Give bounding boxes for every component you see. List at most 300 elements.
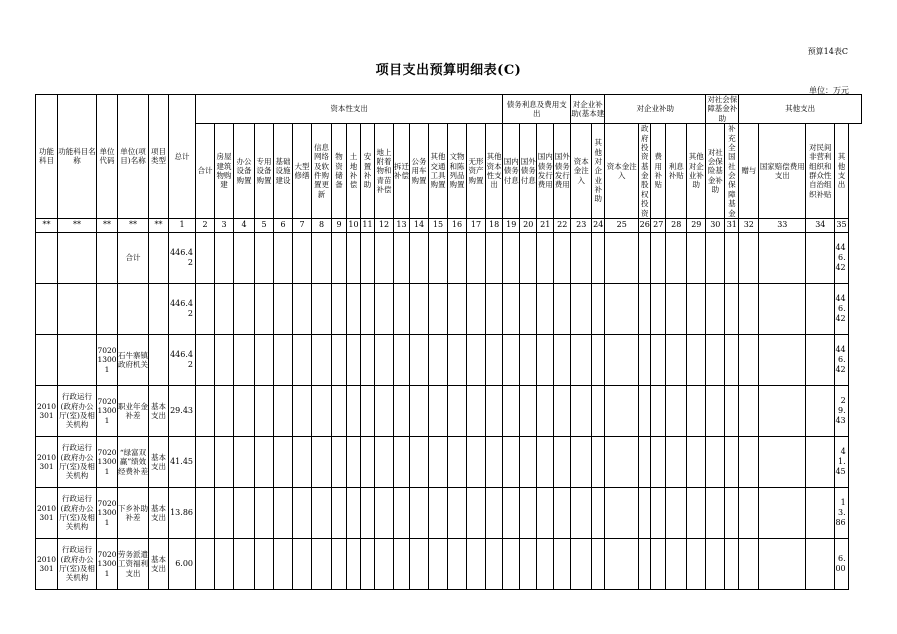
table-row: [36, 436, 862, 487]
empty-cell: [503, 334, 520, 385]
empty-cell: [448, 232, 467, 283]
marker-cell: **: [149, 218, 169, 232]
column-number: 6: [274, 218, 293, 232]
column-number: 7: [293, 218, 312, 232]
empty-cell: [215, 283, 234, 334]
empty-cell: [234, 334, 255, 385]
empty-cell: [332, 385, 347, 436]
empty-cell: [639, 232, 651, 283]
column-number: 2: [196, 218, 215, 232]
column-number: 33: [759, 218, 806, 232]
unit-name-cell: 下乡补助补差: [118, 487, 149, 538]
empty-cell: [537, 436, 554, 487]
empty-cell: [394, 385, 410, 436]
header-col: 土地补偿: [347, 124, 361, 219]
table-row: [36, 487, 862, 538]
empty-cell: [361, 538, 375, 589]
empty-cell: [739, 334, 759, 385]
func-name-cell: 行政运行(政府办公厅(室)及相关机构: [58, 487, 97, 538]
empty-cell: [806, 334, 835, 385]
header-col: 国内债务付息: [503, 124, 520, 219]
empty-cell: [255, 232, 274, 283]
column-number: 4: [234, 218, 255, 232]
func-code-cell: [36, 334, 58, 385]
header-func-code: 功能科目: [36, 95, 58, 219]
empty-cell: [312, 436, 332, 487]
empty-cell: [651, 538, 666, 589]
header-func-name: 功能科目名称: [58, 95, 97, 219]
empty-cell: [605, 538, 639, 589]
empty-cell: [448, 487, 467, 538]
header-col: 补充全国社会保障基金: [725, 124, 739, 219]
empty-cell: [467, 283, 486, 334]
empty-cell: [592, 538, 605, 589]
empty-cell: [429, 334, 448, 385]
empty-cell: [571, 232, 592, 283]
header-col: 其他支出: [835, 124, 848, 219]
empty-cell: [806, 283, 835, 334]
empty-cell: [429, 232, 448, 283]
empty-cell: [651, 436, 666, 487]
empty-cell: [486, 232, 503, 283]
empty-cell: [605, 334, 639, 385]
page-title: 项目支出预算明细表(C): [375, 63, 522, 78]
empty-cell: [467, 334, 486, 385]
empty-cell: [255, 334, 274, 385]
func-code-cell: 2010301: [36, 436, 58, 487]
unit-code-cell: 70201300 1: [97, 487, 118, 538]
empty-cell: [537, 334, 554, 385]
unit-label: 单位：万元: [809, 86, 849, 95]
marker-cell: **: [97, 218, 118, 232]
empty-cell: [592, 283, 605, 334]
func-name-cell: [58, 283, 97, 334]
empty-cell: [605, 487, 639, 538]
empty-cell: [503, 487, 520, 538]
empty-cell: [687, 232, 706, 283]
empty-cell: [347, 385, 361, 436]
unit-name-cell: 职业年金补差: [118, 385, 149, 436]
empty-cell: [554, 283, 571, 334]
empty-cell: [429, 436, 448, 487]
unit-name-cell: “绿富双赢”绩效经费补差: [118, 436, 149, 487]
column-number: 27: [651, 218, 666, 232]
header-col: 基础设施建设: [274, 124, 293, 219]
total-cell: 41.45: [169, 436, 196, 487]
header-col: 地上附着物和青苗补偿: [375, 124, 394, 219]
empty-cell: [332, 283, 347, 334]
empty-cell: [503, 283, 520, 334]
empty-cell: [375, 487, 394, 538]
column-number-row: [36, 218, 862, 232]
empty-cell: [293, 385, 312, 436]
empty-cell: [503, 436, 520, 487]
total-cell: 446.42: [169, 283, 196, 334]
column-number: 30: [706, 218, 725, 232]
header-col: 信息网络及软件购置更新: [312, 124, 332, 219]
column-number: 35: [835, 218, 848, 232]
empty-cell: [394, 436, 410, 487]
empty-cell: [347, 487, 361, 538]
column-number: 26: [639, 218, 651, 232]
empty-cell: [520, 334, 537, 385]
empty-cell: [571, 538, 592, 589]
empty-cell: [666, 283, 687, 334]
empty-cell: [651, 487, 666, 538]
empty-cell: [215, 538, 234, 589]
empty-cell: [639, 283, 651, 334]
empty-cell: [293, 334, 312, 385]
empty-cell: [361, 334, 375, 385]
empty-cell: [196, 232, 215, 283]
empty-cell: [725, 538, 739, 589]
empty-cell: [520, 436, 537, 487]
empty-cell: [687, 436, 706, 487]
column-number: 5: [255, 218, 274, 232]
empty-cell: [687, 385, 706, 436]
table-row: [36, 334, 862, 385]
empty-cell: [274, 487, 293, 538]
func-name-cell: [58, 232, 97, 283]
unit-name-cell: [118, 283, 149, 334]
empty-cell: [215, 385, 234, 436]
header-col: 利息补贴: [666, 124, 687, 219]
project-type-cell: [149, 283, 169, 334]
empty-cell: [486, 538, 503, 589]
empty-cell: [332, 538, 347, 589]
func-name-cell: 行政运行(政府办公厅(室)及相关机构: [58, 538, 97, 589]
column-number: 20: [520, 218, 537, 232]
table-row: [36, 283, 862, 334]
empty-cell: [332, 334, 347, 385]
group-other: 其他支出: [739, 95, 862, 124]
column-number: 21: [537, 218, 554, 232]
column-number: 14: [410, 218, 429, 232]
empty-cell: [486, 487, 503, 538]
empty-cell: [571, 334, 592, 385]
empty-cell: [361, 385, 375, 436]
other-expense-cell: 6.00: [835, 538, 848, 589]
column-number: 1: [169, 218, 196, 232]
empty-cell: [486, 436, 503, 487]
empty-cell: [503, 232, 520, 283]
empty-cell: [347, 232, 361, 283]
empty-cell: [196, 283, 215, 334]
empty-cell: [651, 385, 666, 436]
empty-cell: [196, 436, 215, 487]
column-number: 12: [375, 218, 394, 232]
empty-cell: [725, 487, 739, 538]
header-col: 赠与: [739, 124, 759, 219]
empty-cell: [806, 385, 835, 436]
empty-cell: [196, 487, 215, 538]
other-expense-cell: 29.43: [835, 385, 848, 436]
header-col: 国内债务发行费用: [537, 124, 554, 219]
empty-cell: [429, 487, 448, 538]
header-col: 其他对企业补助: [687, 124, 706, 219]
header-unit-name: 单位(项目)名称: [118, 95, 149, 219]
empty-cell: [312, 334, 332, 385]
empty-cell: [725, 283, 739, 334]
empty-cell: [312, 283, 332, 334]
func-name-cell: 行政运行(政府办公厅(室)及相关机构: [58, 436, 97, 487]
empty-cell: [234, 487, 255, 538]
column-number: 29: [687, 218, 706, 232]
empty-cell: [234, 538, 255, 589]
column-number: 16: [448, 218, 467, 232]
header-col: 拆迁补偿: [394, 124, 410, 219]
form-number: 预算14表C: [807, 47, 848, 56]
header-col: 无形资产购置: [467, 124, 486, 219]
empty-cell: [537, 487, 554, 538]
empty-cell: [234, 283, 255, 334]
empty-cell: [503, 538, 520, 589]
empty-cell: [639, 538, 651, 589]
empty-cell: [666, 385, 687, 436]
column-number: 9: [332, 218, 347, 232]
empty-cell: [467, 232, 486, 283]
empty-cell: [571, 487, 592, 538]
empty-cell: [234, 385, 255, 436]
empty-cell: [520, 538, 537, 589]
empty-cell: [255, 487, 274, 538]
empty-cell: [347, 436, 361, 487]
header-col: 资本金注入: [571, 124, 592, 219]
empty-cell: [429, 538, 448, 589]
empty-cell: [448, 385, 467, 436]
func-name-cell: [58, 334, 97, 385]
empty-cell: [651, 334, 666, 385]
header-col: 其他对企业补助: [592, 124, 605, 219]
empty-cell: [410, 232, 429, 283]
empty-cell: [375, 334, 394, 385]
empty-cell: [274, 283, 293, 334]
total-cell: 29.43: [169, 385, 196, 436]
column-number: 25: [605, 218, 639, 232]
empty-cell: [293, 436, 312, 487]
empty-cell: [520, 283, 537, 334]
empty-cell: [410, 487, 429, 538]
project-type-cell: 基本支出: [149, 385, 169, 436]
empty-cell: [196, 385, 215, 436]
group-debt: 债务利息及费用支出: [503, 95, 571, 124]
header-col: 安置补助: [361, 124, 375, 219]
unit-code-cell: 70201300 1: [97, 436, 118, 487]
empty-cell: [739, 232, 759, 283]
header-col: 公务用车购置: [410, 124, 429, 219]
empty-cell: [255, 538, 274, 589]
empty-cell: [347, 283, 361, 334]
unit-code-cell: [97, 283, 118, 334]
empty-cell: [605, 385, 639, 436]
other-expense-cell: 446.42: [835, 283, 848, 334]
budget-table: [35, 94, 862, 590]
empty-cell: [394, 538, 410, 589]
empty-cell: [410, 334, 429, 385]
empty-cell: [312, 538, 332, 589]
empty-cell: [410, 436, 429, 487]
column-number: 23: [571, 218, 592, 232]
empty-cell: [806, 487, 835, 538]
header-col: 合计: [196, 124, 215, 219]
empty-cell: [448, 283, 467, 334]
group-capital: 资本性支出: [196, 95, 503, 124]
empty-cell: [639, 487, 651, 538]
empty-cell: [666, 436, 687, 487]
empty-cell: [739, 487, 759, 538]
header-col: 文物和陈列品购置: [448, 124, 467, 219]
empty-cell: [429, 385, 448, 436]
empty-cell: [759, 334, 806, 385]
header-col: 大型修缮: [293, 124, 312, 219]
empty-cell: [410, 385, 429, 436]
empty-cell: [739, 538, 759, 589]
empty-cell: [706, 334, 725, 385]
empty-cell: [537, 385, 554, 436]
empty-cell: [571, 385, 592, 436]
empty-cell: [375, 385, 394, 436]
column-number: 31: [725, 218, 739, 232]
empty-cell: [361, 283, 375, 334]
func-name-cell: 行政运行(政府办公厅(室)及相关机构: [58, 385, 97, 436]
empty-cell: [592, 385, 605, 436]
empty-cell: [196, 538, 215, 589]
header-col: 国外债务发行费用: [554, 124, 571, 219]
empty-cell: [347, 334, 361, 385]
empty-cell: [448, 538, 467, 589]
empty-cell: [592, 436, 605, 487]
empty-cell: [571, 283, 592, 334]
empty-cell: [725, 436, 739, 487]
header-col: 国外债务付息: [520, 124, 537, 219]
empty-cell: [666, 334, 687, 385]
total-cell: 6.00: [169, 538, 196, 589]
empty-cell: [537, 538, 554, 589]
column-number: 3: [215, 218, 234, 232]
empty-cell: [375, 232, 394, 283]
empty-cell: [706, 283, 725, 334]
empty-cell: [759, 538, 806, 589]
empty-cell: [332, 232, 347, 283]
empty-cell: [234, 232, 255, 283]
empty-cell: [361, 436, 375, 487]
empty-cell: [332, 436, 347, 487]
empty-cell: [375, 538, 394, 589]
other-expense-cell: 41.45: [835, 436, 848, 487]
header-col: 对民间非营利组织和群众性自治组织补贴: [806, 124, 835, 219]
empty-cell: [725, 334, 739, 385]
unit-code-cell: 70201300 1: [97, 538, 118, 589]
project-type-cell: 基本支出: [149, 487, 169, 538]
table-row: [36, 385, 862, 436]
empty-cell: [725, 385, 739, 436]
column-number: 18: [486, 218, 503, 232]
column-number: 10: [347, 218, 361, 232]
empty-cell: [759, 385, 806, 436]
column-number: 8: [312, 218, 332, 232]
header-total: 总计: [169, 95, 196, 219]
empty-cell: [429, 283, 448, 334]
empty-cell: [215, 487, 234, 538]
empty-cell: [605, 436, 639, 487]
empty-cell: [486, 334, 503, 385]
empty-cell: [759, 487, 806, 538]
empty-cell: [554, 436, 571, 487]
unit-name-cell: 劳务派遣工资福利支出: [118, 538, 149, 589]
column-number: 24: [592, 218, 605, 232]
empty-cell: [215, 334, 234, 385]
empty-cell: [706, 538, 725, 589]
unit-name-cell: 合计: [118, 232, 149, 283]
empty-cell: [274, 385, 293, 436]
empty-cell: [639, 334, 651, 385]
empty-cell: [592, 232, 605, 283]
project-type-cell: [149, 232, 169, 283]
empty-cell: [520, 487, 537, 538]
header-col: 物资储备: [332, 124, 347, 219]
empty-cell: [739, 385, 759, 436]
marker-cell: **: [118, 218, 149, 232]
header-col: 费用补贴: [651, 124, 666, 219]
empty-cell: [255, 436, 274, 487]
table-row: [36, 538, 862, 589]
empty-cell: [739, 283, 759, 334]
empty-cell: [293, 232, 312, 283]
empty-cell: [651, 283, 666, 334]
unit-name-cell: 石牛寨镇政府机关: [118, 334, 149, 385]
total-cell: 446.42: [169, 334, 196, 385]
column-number: 17: [467, 218, 486, 232]
empty-cell: [255, 283, 274, 334]
empty-cell: [375, 436, 394, 487]
empty-cell: [410, 538, 429, 589]
marker-cell: **: [58, 218, 97, 232]
column-number: 11: [361, 218, 375, 232]
func-code-cell: 2010301: [36, 538, 58, 589]
empty-cell: [687, 538, 706, 589]
column-number: 32: [739, 218, 759, 232]
empty-cell: [410, 283, 429, 334]
empty-cell: [467, 487, 486, 538]
empty-cell: [486, 283, 503, 334]
empty-cell: [503, 385, 520, 436]
empty-cell: [759, 436, 806, 487]
empty-cell: [394, 232, 410, 283]
empty-cell: [537, 232, 554, 283]
other-expense-cell: 446.42: [835, 334, 848, 385]
empty-cell: [312, 385, 332, 436]
empty-cell: [375, 283, 394, 334]
func-code-cell: 2010301: [36, 487, 58, 538]
empty-cell: [706, 232, 725, 283]
empty-cell: [554, 538, 571, 589]
unit-code-cell: 70201300 1: [97, 334, 118, 385]
table-row: [36, 232, 862, 283]
empty-cell: [274, 232, 293, 283]
empty-cell: [361, 232, 375, 283]
empty-cell: [666, 487, 687, 538]
header-col: 其他资本性支出: [486, 124, 503, 219]
header-col: 办公设备购置: [234, 124, 255, 219]
empty-cell: [639, 385, 651, 436]
empty-cell: [571, 436, 592, 487]
marker-cell: **: [36, 218, 58, 232]
header-col: 资本金注入: [605, 124, 639, 219]
empty-cell: [448, 436, 467, 487]
empty-cell: [347, 538, 361, 589]
header-unit-code: 单位代码: [97, 95, 118, 219]
column-number: 13: [394, 218, 410, 232]
